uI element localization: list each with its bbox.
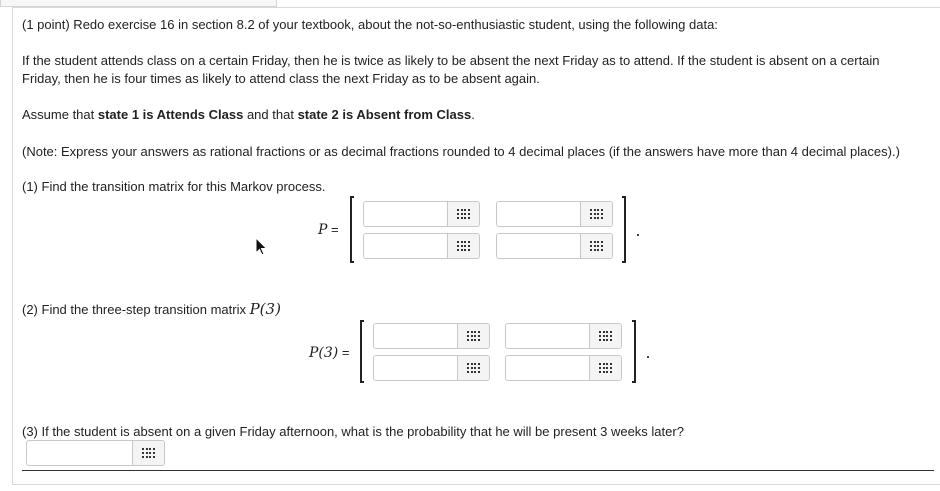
p-row2-col2-field[interactable] <box>496 233 613 259</box>
state-1-definition: state 1 is Attends Class <box>97 107 244 122</box>
problem-intro: (1 point) Redo exercise 16 in section 8.2 of your textbook, about the not-so-enthusiastic student, using the following data: <box>22 17 718 32</box>
p3-row1-col2-field[interactable] <box>505 323 622 349</box>
equation-palette-icon[interactable] <box>447 202 479 226</box>
equation-palette-icon[interactable] <box>457 324 489 348</box>
equation-palette-icon[interactable] <box>132 441 164 465</box>
equation-palette-icon[interactable] <box>447 234 479 258</box>
previous-tab-edge <box>0 0 277 7</box>
matrix-p-left-bracket <box>350 196 354 263</box>
matrix-p-label: P = <box>318 222 339 238</box>
mouse-pointer-icon <box>255 237 268 257</box>
p-row1-col2-input[interactable] <box>497 202 580 226</box>
equation-palette-icon[interactable] <box>589 324 621 348</box>
matrix-p-right-bracket <box>622 196 626 263</box>
question-1-text: (1) Find the transition matrix for this Markov process. <box>22 179 326 194</box>
question-2-text: (2) Find the three-step transition matrix P(3) <box>22 300 281 318</box>
matrix-p3-left-bracket <box>360 320 364 383</box>
p-row1-col1-input[interactable] <box>364 202 447 226</box>
p-row2-col2-input[interactable] <box>497 234 580 258</box>
state-assumption: Assume that state 1 is Attends Class and that state 2 is Absent from Class. <box>22 107 475 122</box>
p-row1-col1-field[interactable] <box>363 201 480 227</box>
matrix-p3-label: P(3) = <box>309 345 350 361</box>
p-row2-col1-input[interactable] <box>364 234 447 258</box>
equation-palette-icon[interactable] <box>589 356 621 380</box>
p3-row1-col1-input[interactable] <box>374 324 457 348</box>
equation-palette-icon[interactable] <box>457 356 489 380</box>
matrix-p3-right-bracket <box>632 320 636 383</box>
p3-row1-col1-field[interactable] <box>373 323 490 349</box>
p3-row2-col1-field[interactable] <box>373 355 490 381</box>
p3-row2-col1-input[interactable] <box>374 356 457 380</box>
matrix-p3-period <box>647 356 649 358</box>
question-3-text: (3) If the student is absent on a given Friday afternoon, what is the probability that he will be present 3 weeks later? <box>22 424 684 439</box>
section-divider <box>22 470 934 471</box>
p-row1-col2-field[interactable] <box>496 201 613 227</box>
matrix-p-period <box>637 234 639 236</box>
answer-format-note: (Note: Express your answers as rational fractions or as decimal fractions rounded to 4 decimal places (if the answers have more than 4 decimal places).) <box>22 144 900 159</box>
equation-palette-icon[interactable] <box>580 234 612 258</box>
p3-row1-col2-input[interactable] <box>506 324 589 348</box>
p3-row2-col2-field[interactable] <box>505 355 622 381</box>
p3-row2-col2-input[interactable] <box>506 356 589 380</box>
p-row2-col1-field[interactable] <box>363 233 480 259</box>
problem-scenario: If the student attends class on a certain Friday, then he is twice as likely to be absent the next Friday as to attend. If the student is absent on a certain Friday, then he is four times as likely to attend class the next Friday as to be absent again. <box>22 53 880 86</box>
state-2-definition: state 2 is Absent from Class <box>297 107 472 122</box>
equation-palette-icon[interactable] <box>580 202 612 226</box>
q3-answer-input[interactable] <box>27 441 132 465</box>
q3-answer-field[interactable] <box>26 440 165 466</box>
